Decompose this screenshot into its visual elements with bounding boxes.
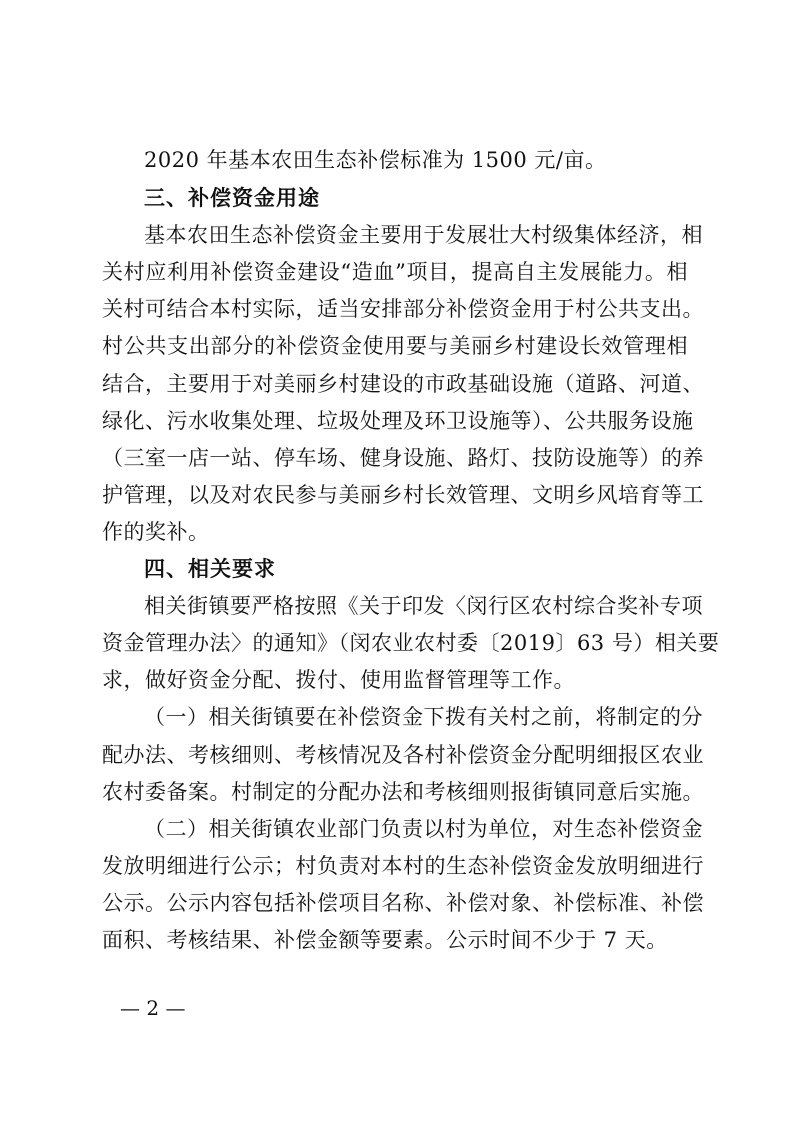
paragraph-line: 相关街镇要严格按照《关于印发〈闵行区农村综合奖补专项 <box>144 594 703 618</box>
paragraph-line: （三室一店一站、停车场、健身设施、路灯、技防设施等）的养 <box>102 446 704 470</box>
paragraph-line: 配办法、考核细则、考核情况及各村补偿资金分配明细报区农业 <box>102 743 704 767</box>
page-number: — 2 — <box>120 996 186 1020</box>
paragraph-line: 关村应利用补偿资金建设“造血”项目，提高自主发展能力。相 <box>102 260 688 284</box>
paragraph-line: 结合，主要用于对美丽乡村建设的市政基础设施（道路、河道、 <box>102 372 704 396</box>
paragraph-line: 村公共支出部分的补偿资金使用要与美丽乡村建设长效管理相 <box>102 334 688 358</box>
paragraph-line: 求，做好资金分配、拨付、使用监督管理等工作。 <box>102 668 575 692</box>
paragraph-line: （二）相关街镇农业部门负责以村为单位，对生态补偿资金 <box>144 817 703 841</box>
paragraph-line: 公示。公示内容包括补偿项目名称、补偿对象、补偿标准、补偿 <box>102 891 704 915</box>
paragraph-line: 面积、考核结果、补偿金额等要素。公示时间不少于 7 天。 <box>102 928 668 952</box>
paragraph-line: 绿化、污水收集处理、垃圾处理及环卫设施等）、公共服务设施 <box>102 409 694 433</box>
section-heading-fund-usage: 三、补偿资金用途 <box>144 186 320 210</box>
section-heading-requirements: 四、相关要求 <box>144 557 276 581</box>
paragraph-line: 关村可结合本村实际，适当安排部分补偿资金用于村公共支出。 <box>102 297 704 321</box>
paragraph-line: 护管理，以及对农民参与美丽乡村长效管理、文明乡风培育等工 <box>102 483 704 507</box>
paragraph-line: （一）相关街镇要在补偿资金下拨有关村之前，将制定的分 <box>144 705 703 729</box>
paragraph-line: 农村委备案。村制定的分配办法和考核细则报街镇同意后实施。 <box>102 780 704 804</box>
paragraph-line: 发放明细进行公示；村负责对本村的生态补偿资金发放明细进行 <box>102 854 704 878</box>
text-line-standard: 2020 年基本农田生态补偿标准为 1500 元/亩。 <box>144 148 607 172</box>
paragraph-line: 资金管理办法〉的通知》（闵农业农村委〔2019〕63 号）相关要 <box>102 631 720 655</box>
paragraph-line: 作的奖补。 <box>102 520 210 544</box>
paragraph-line: 基本农田生态补偿资金主要用于发展壮大村级集体经济，相 <box>144 223 703 247</box>
